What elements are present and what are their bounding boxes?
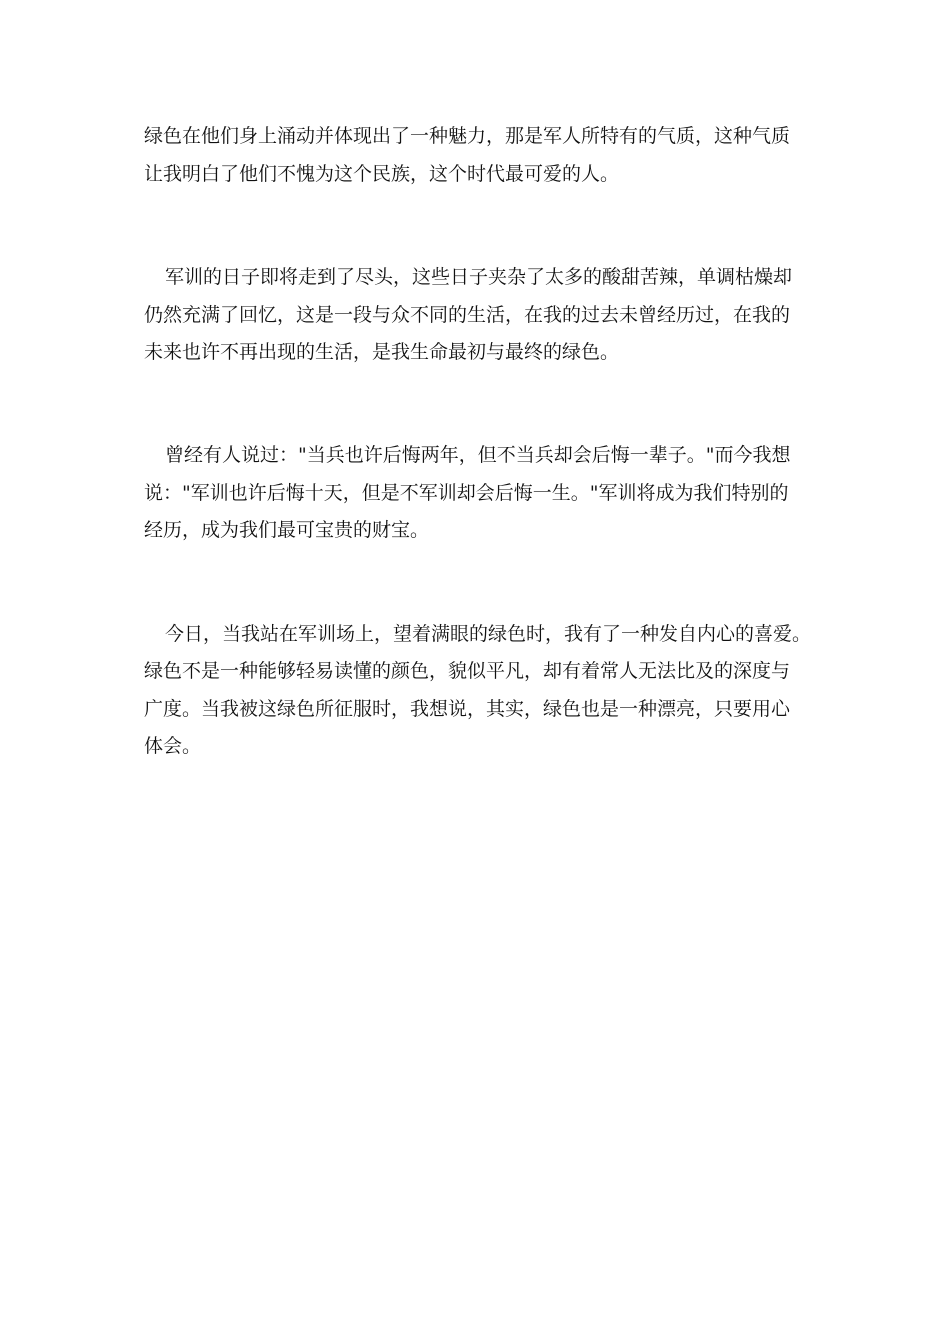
paragraph-line: 仍然充满了回忆，这是一段与众不同的生活，在我的过去未曾经历过，在我的 xyxy=(144,304,791,326)
paragraph-line: 军训的日子即将走到了尽头，这些日子夹杂了太多的酸甜苦辣，单调枯燥却 xyxy=(165,266,793,288)
paragraph-line: 广度。当我被这绿色所征服时，我想说，其实，绿色也是一种漂亮，只要用心 xyxy=(144,698,791,720)
paragraph-line: 绿色在他们身上涌动并体现出了一种魅力，那是军人所特有的气质，这种气质 xyxy=(144,125,791,147)
paragraph-line: 未来也许不再出现的生活，是我生命最初与最终的绿色。 xyxy=(144,341,620,363)
paragraph-line: 曾经有人说过："当兵也许后悔两年，但不当兵却会后悔一辈子。"而今我想 xyxy=(165,444,791,466)
paragraph-line: 今日，当我站在军训场上，望着满眼的绿色时，我有了一种发自内心的喜爱。 xyxy=(165,623,812,645)
paragraph-line: 体会。 xyxy=(144,735,202,757)
paragraph-line: 让我明白了他们不愧为这个民族，这个时代最可爱的人。 xyxy=(144,163,620,185)
paragraph-line: 说："军训也许后悔十天，但是不军训却会后悔一生。"军训将成为我们特别的 xyxy=(144,482,789,504)
paragraph-line: 经历，成为我们最可宝贵的财宝。 xyxy=(144,519,430,541)
paragraph-line: 绿色不是一种能够轻易读懂的颜色，貌似平凡，却有着常人无法比及的深度与 xyxy=(144,660,791,682)
